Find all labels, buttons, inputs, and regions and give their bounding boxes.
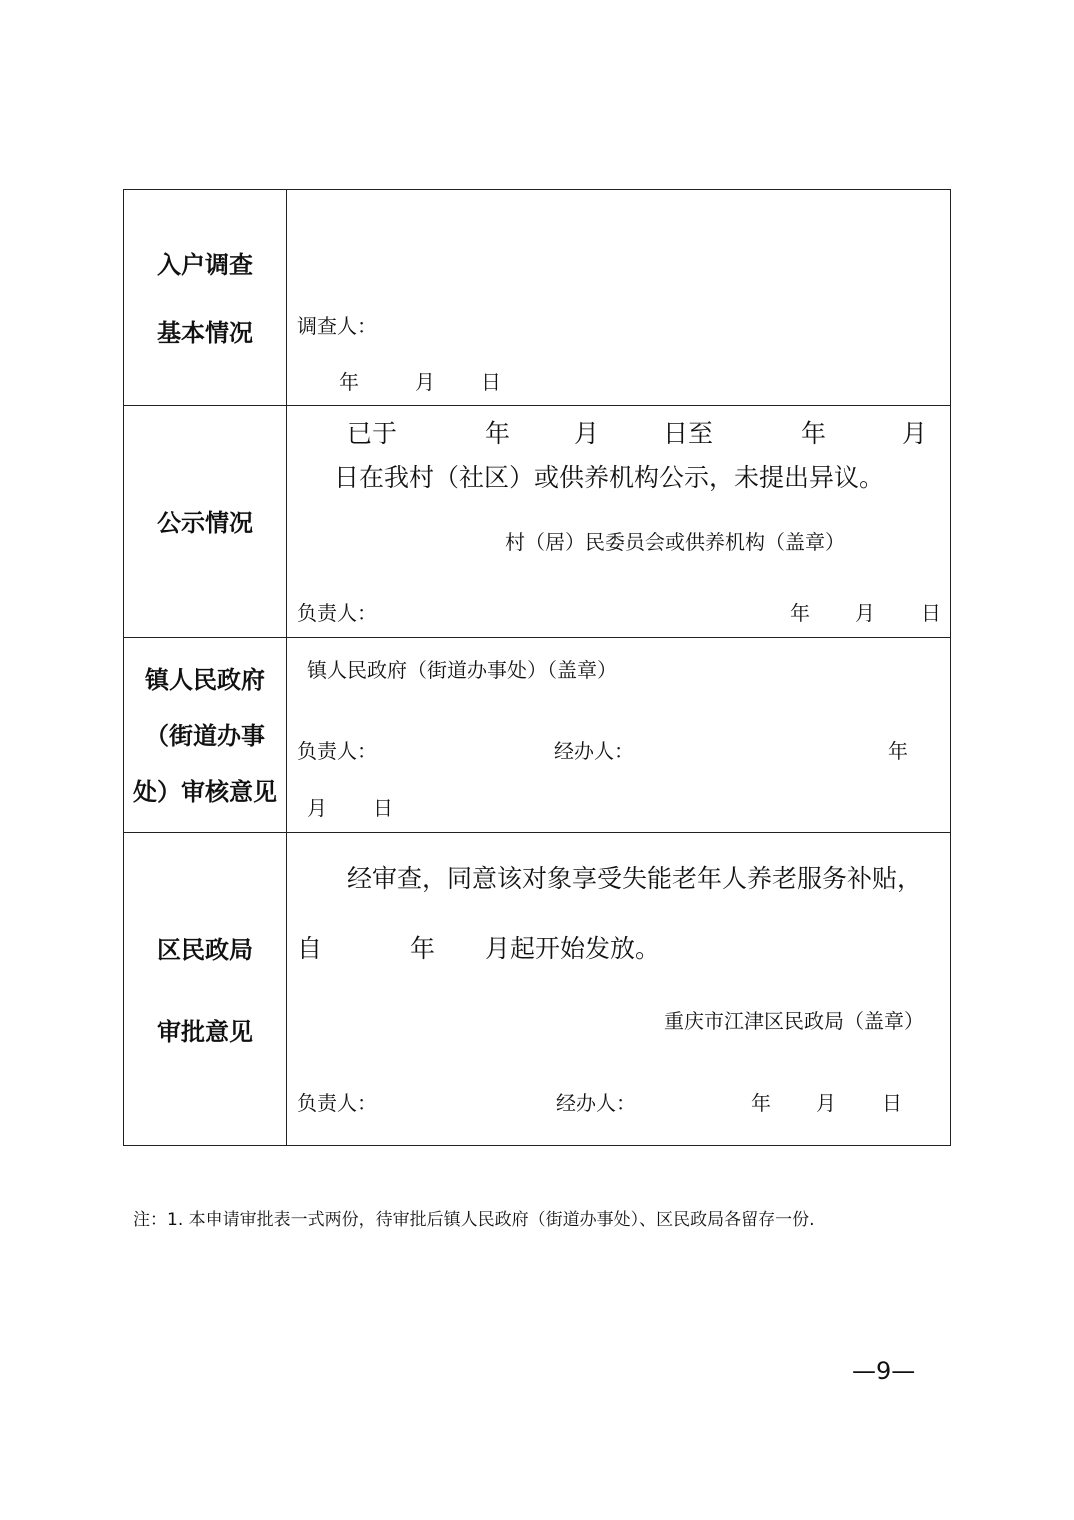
survey-year: 年 bbox=[339, 370, 359, 394]
approval-form-table bbox=[123, 189, 951, 1146]
label-town-line3: 处）审核意见 bbox=[133, 778, 277, 806]
label-district-line1: 区民政局 bbox=[157, 936, 253, 964]
publicity-year2: 年 bbox=[801, 419, 827, 448]
label-publicity-text: 公示情况 bbox=[157, 509, 253, 537]
district-seal: 重庆市江津区民政局（盖章） bbox=[664, 1009, 924, 1033]
publicity-seal: 村（居）民委员会或供养机构（盖章） bbox=[505, 530, 845, 554]
publicity-already: 已于 bbox=[347, 419, 398, 448]
district-day: 日 bbox=[882, 1091, 902, 1115]
publicity-year: 年 bbox=[790, 601, 810, 625]
content-survey bbox=[287, 190, 950, 405]
investigator-label: 调查人： bbox=[297, 314, 377, 338]
publicity-statement: 日在我村（社区）或供养机构公示，未提出异议。 bbox=[334, 463, 885, 492]
town-seal: 镇人民政府（街道办事处）（盖章） bbox=[307, 658, 617, 682]
district-from: 自 bbox=[297, 934, 323, 963]
survey-day: 日 bbox=[481, 370, 501, 394]
survey-month: 月 bbox=[415, 370, 435, 394]
label-survey-line1: 入户调查 bbox=[157, 251, 253, 279]
publicity-month2: 月 bbox=[902, 419, 928, 448]
footnote: 注：1. 本申请审批表一式两份，待审批后镇人民政府（街道办事处）、区民政局各留存一份. bbox=[133, 1210, 815, 1230]
town-responsible: 负责人： bbox=[297, 739, 377, 763]
content-town-review bbox=[287, 638, 950, 832]
publicity-year1: 年 bbox=[485, 419, 511, 448]
publicity-month: 月 bbox=[855, 601, 875, 625]
row-town-review bbox=[124, 637, 950, 832]
label-survey-line2: 基本情况 bbox=[157, 319, 253, 347]
district-month: 月 bbox=[816, 1091, 836, 1115]
district-responsible: 负责人： bbox=[297, 1091, 377, 1115]
district-handler: 经办人： bbox=[556, 1091, 636, 1115]
label-district-approval bbox=[124, 833, 287, 1145]
row-district-approval bbox=[124, 832, 950, 1145]
row-publicity bbox=[124, 405, 950, 637]
district-year: 年 bbox=[751, 1091, 771, 1115]
label-town-line1: 镇人民政府 bbox=[145, 666, 265, 694]
row-survey bbox=[124, 190, 950, 405]
label-publicity bbox=[124, 406, 287, 637]
publicity-responsible: 负责人： bbox=[297, 601, 377, 625]
content-publicity bbox=[287, 406, 950, 637]
page-number: —9— bbox=[852, 1357, 916, 1385]
district-year-start: 年 bbox=[410, 934, 436, 963]
town-month: 月 bbox=[307, 796, 327, 820]
content-district-approval bbox=[287, 833, 950, 1145]
town-handler: 经办人： bbox=[554, 739, 634, 763]
town-year: 年 bbox=[888, 739, 908, 763]
town-day: 日 bbox=[373, 796, 393, 820]
publicity-day: 日 bbox=[921, 601, 941, 625]
label-survey bbox=[124, 190, 287, 405]
district-month-start: 月起开始发放。 bbox=[485, 934, 661, 963]
label-district-line2: 审批意见 bbox=[157, 1018, 253, 1046]
label-town-line2: （街道办事 bbox=[145, 722, 265, 750]
label-town-review bbox=[124, 638, 287, 832]
district-approval-text: 经审查，同意该对象享受失能老年人养老服务补贴， bbox=[347, 864, 923, 893]
publicity-day-to: 日至 bbox=[663, 419, 714, 448]
publicity-month1: 月 bbox=[574, 419, 600, 448]
